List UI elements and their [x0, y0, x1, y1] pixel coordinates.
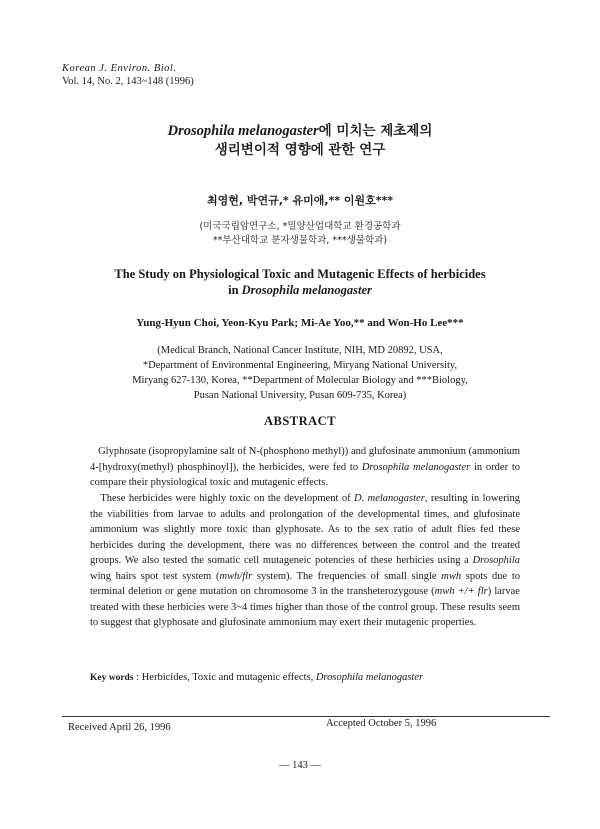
english-affiliation [0, 343, 600, 403]
english-title-in: in [228, 283, 239, 297]
abstract-text: spots due to terminal deletion or gene mutation on chromosome 3 in the transheterozygouse ( [90, 570, 520, 597]
genotype-name: mwh +/+ flr [434, 586, 488, 597]
keywords [90, 672, 423, 683]
english-title-line1: The Study on Physiological Toxic and Mutagenic Effects of herbicides [114, 267, 486, 281]
abstract-text: in order to compare their physiological toxic and mutagenic effects. [90, 461, 520, 488]
english-authors: Yung-Hyun Choi, Yeon-Kyu Park; Mi-Ae Yoo,** and Won-Ho Lee*** [136, 317, 464, 329]
english-affiliation-line1: (Medical Branch, National Cancer Institute, NIH, MD 20892, USA, [157, 345, 443, 356]
korean-authors: 최영현, 박연규,* 유미애,** 이원호*** [206, 194, 394, 207]
species-name: Drosophila [472, 555, 520, 566]
journal-volume: Vol. 14, No. 2, 143~148 (1996) [62, 76, 194, 87]
keywords-label: Key words [90, 673, 134, 683]
korean-title-line1: 에 미치는 제초제의 [318, 123, 433, 139]
abstract-paragraph-1 [90, 444, 520, 491]
abstract-text: wing hairs spot test system ( [90, 570, 220, 582]
abstract-text: system). The frequencies of small single [252, 570, 442, 582]
english-affiliation-line3: Miryang 627-130, Korea, **Department of Molecular Biology and ***Biology, [132, 375, 468, 386]
korean-affiliation [0, 220, 600, 248]
korean-title-line2: 생리변이적 영향에 관한 연구 [214, 142, 386, 158]
received-date: Received April 26, 1996 [68, 722, 171, 733]
abstract-paragraph-2 [90, 491, 520, 631]
keywords-text: : Herbicides, Toxic and mutagenic effects, [133, 672, 316, 683]
korean-affiliation-line1: (미국국립암연구소, *밀양산업대학교 환경공학과 [199, 221, 401, 232]
abstract-text: , resulting in lowering the viabilities from larvae to adults and prolongation of the developmental times, and glufosinate ammonium was slightly more toxic than glyphosate. As to the sex ratio of adult flies fed these herbicides during the development, there was no differences between the control and the treated groups. We also tested the somatic cell mutageneic potencies of these herbicies using a [90, 493, 520, 566]
korean-title [0, 122, 600, 160]
english-affiliation-line4: Pusan National University, Pusan 609-735, Korea) [193, 390, 407, 401]
journal-citation [62, 62, 194, 88]
accepted-date: Accepted October 5, 1996 [326, 718, 437, 729]
english-affiliation-line2: *Department of Environmental Engineering, Miryang National University, [142, 360, 458, 371]
keywords-species: Drosophila melanogaster [315, 672, 424, 683]
english-title [0, 266, 600, 298]
species-name: D. melanogaster [354, 493, 425, 504]
page-number: — 143 — [279, 760, 321, 771]
species-name: Drosophila melanogaster [361, 461, 471, 473]
abstract-text: These herbicides were highly toxic on the development of [100, 493, 354, 504]
genotype-name: mwh/flr [219, 570, 253, 582]
abstract-heading: ABSTRACT [263, 414, 337, 428]
abstract-text: Glyphosate (isopropylamine salt of N-(phosphono methyl)) and glufosinate ammonium (ammonium 4-[hydroxy(methyl) phosphinoyl]), the herbicides, were fed to [90, 446, 520, 473]
korean-title-species: Drosophila melanogaster [167, 123, 319, 139]
journal-name: Korean J. Environ. Biol. [62, 63, 177, 74]
english-title-species: Drosophila melanogaster [241, 283, 372, 297]
genotype-name: mwh [441, 570, 462, 582]
korean-affiliation-line2: **부산대학교 분자생물학과, ***생물학과) [212, 235, 388, 246]
footer-divider [62, 716, 550, 717]
abstract-text: ) larvae treated with these herbicies were 3~4 times higher than those of the control group. These results seem to suggest that glyphosate and glufosinate ammonium may exert their mutagenic properties. [90, 586, 520, 628]
